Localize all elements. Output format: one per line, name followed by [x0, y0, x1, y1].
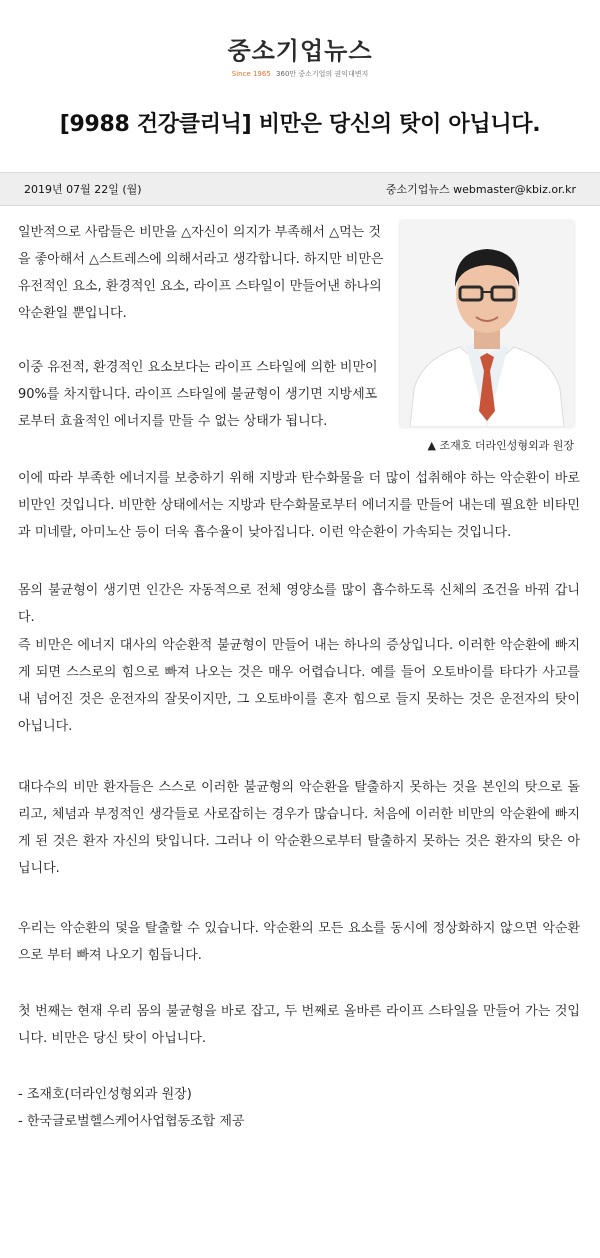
- article-headline: [9988 건강클리닉] 비만은 당신의 탓이 아닙니다.: [59, 112, 541, 137]
- paragraph-3: 이에 따라 부족한 에너지를 보충하기 위해 지방과 탄수화물을 더 많이 섭취해야 하는 악순환이 바로 비만인 것입니다. 비만한 상태에서는 지방과 탄수화물로부터 에너지를 만들어 내는데 필요한 비타민과 미네랄, 아미노산 등이 더욱 흡수율이 낮아집니다. 이런 악순환이 가속되는 것입니다.: [18, 471, 580, 540]
- paragraph-1: 일반적으로 사람들은 비만을 △자신이 의지가 부족해서 △먹는 것을 좋아해서 △스트레스에 의해서라고 생각합니다. 하지만 비만은 유전적인 요소, 환경적인 요소, 라이프 스타일이 만들어낸 하나의 악순환일 뿐입니다.: [18, 225, 384, 321]
- signature-provider: - 한국글로벌헬스케어사업협동조합 제공: [18, 1114, 245, 1129]
- paragraph-4: 몸의 불균형이 생기면 인간은 자동적으로 전체 영양소를 많이 흡수하도록 신체의 조건을 바꿔 갑니다.: [18, 583, 580, 625]
- author-photo: [400, 221, 574, 427]
- article-byline[interactable]: 중소기업뉴스 webmaster@kbiz.or.kr: [385, 183, 576, 196]
- tagline-text: 360만 중소기업의 권익대변지: [276, 70, 369, 78]
- paragraph-2: 이중 유전적, 환경적인 요소보다는 라이프 스타일에 의한 비만이 90%를 차지합니다. 라이프 스타일에 불균형이 생기면 지방세포로부터 효율적인 에너지를 만들 수 없는 상태가 됩니다.: [18, 360, 378, 429]
- author-photo-figure: [400, 221, 574, 453]
- doctor-portrait-image: [400, 221, 574, 427]
- article-date: 2019년 07월 22일 (월): [24, 183, 142, 196]
- paragraph-5: 즉 비만은 에너지 대사의 악순환적 불균형이 만들어 내는 하나의 증상입니다. 이러한 악순환에 빠지게 되면 스스로의 힘으로 빠져 나오는 것은 매우 어렵습니다. 예를 들어 오토바이를 타다가 사고를 내 넘어진 것은 운전자의 잘못이지만, 그 오토바이를 혼자 힘으로 들지 못하는 것은 운전자의 탓이 아닙니다.: [18, 638, 580, 734]
- since-label: Since 1965: [231, 70, 271, 78]
- paragraph-8: 첫 번째는 현재 우리 몸의 불균형을 바로 잡고, 두 번째로 올바른 라이프 스타일을 만들어 가는 것입니다. 비만은 당신 탓이 아닙니다.: [18, 1004, 580, 1046]
- photo-caption: ▲ 조재호 더라인성형외과 원장: [427, 439, 574, 452]
- signature-author: - 조재호(더라인성형외과 원장): [18, 1087, 192, 1102]
- site-logo[interactable]: 중소기업뉴스: [227, 37, 373, 65]
- paragraph-7: 우리는 악순환의 덫을 탈출할 수 있습니다. 악순환의 모든 요소를 동시에 정상화하지 않으면 악순환으로 부터 빠져 나오기 힘듭니다.: [18, 921, 580, 963]
- masthead: [0, 0, 600, 90]
- site-tagline: [0, 70, 600, 79]
- paragraph-6: 대다수의 비만 환자들은 스스로 이러한 불균형의 악순환을 탈출하지 못하는 것을 본인의 탓으로 돌리고, 체념과 부정적인 생각들로 사로잡히는 경우가 많습니다. 처음에 이러한 비만의 악순환에 빠지게 된 것은 환자 자신의 탓입니다. 그러나 이 악순환으로부터 탈출하지 못하는 것은 환자의 탓은 아닙니다.: [18, 780, 580, 876]
- article-info-bar: [0, 172, 600, 206]
